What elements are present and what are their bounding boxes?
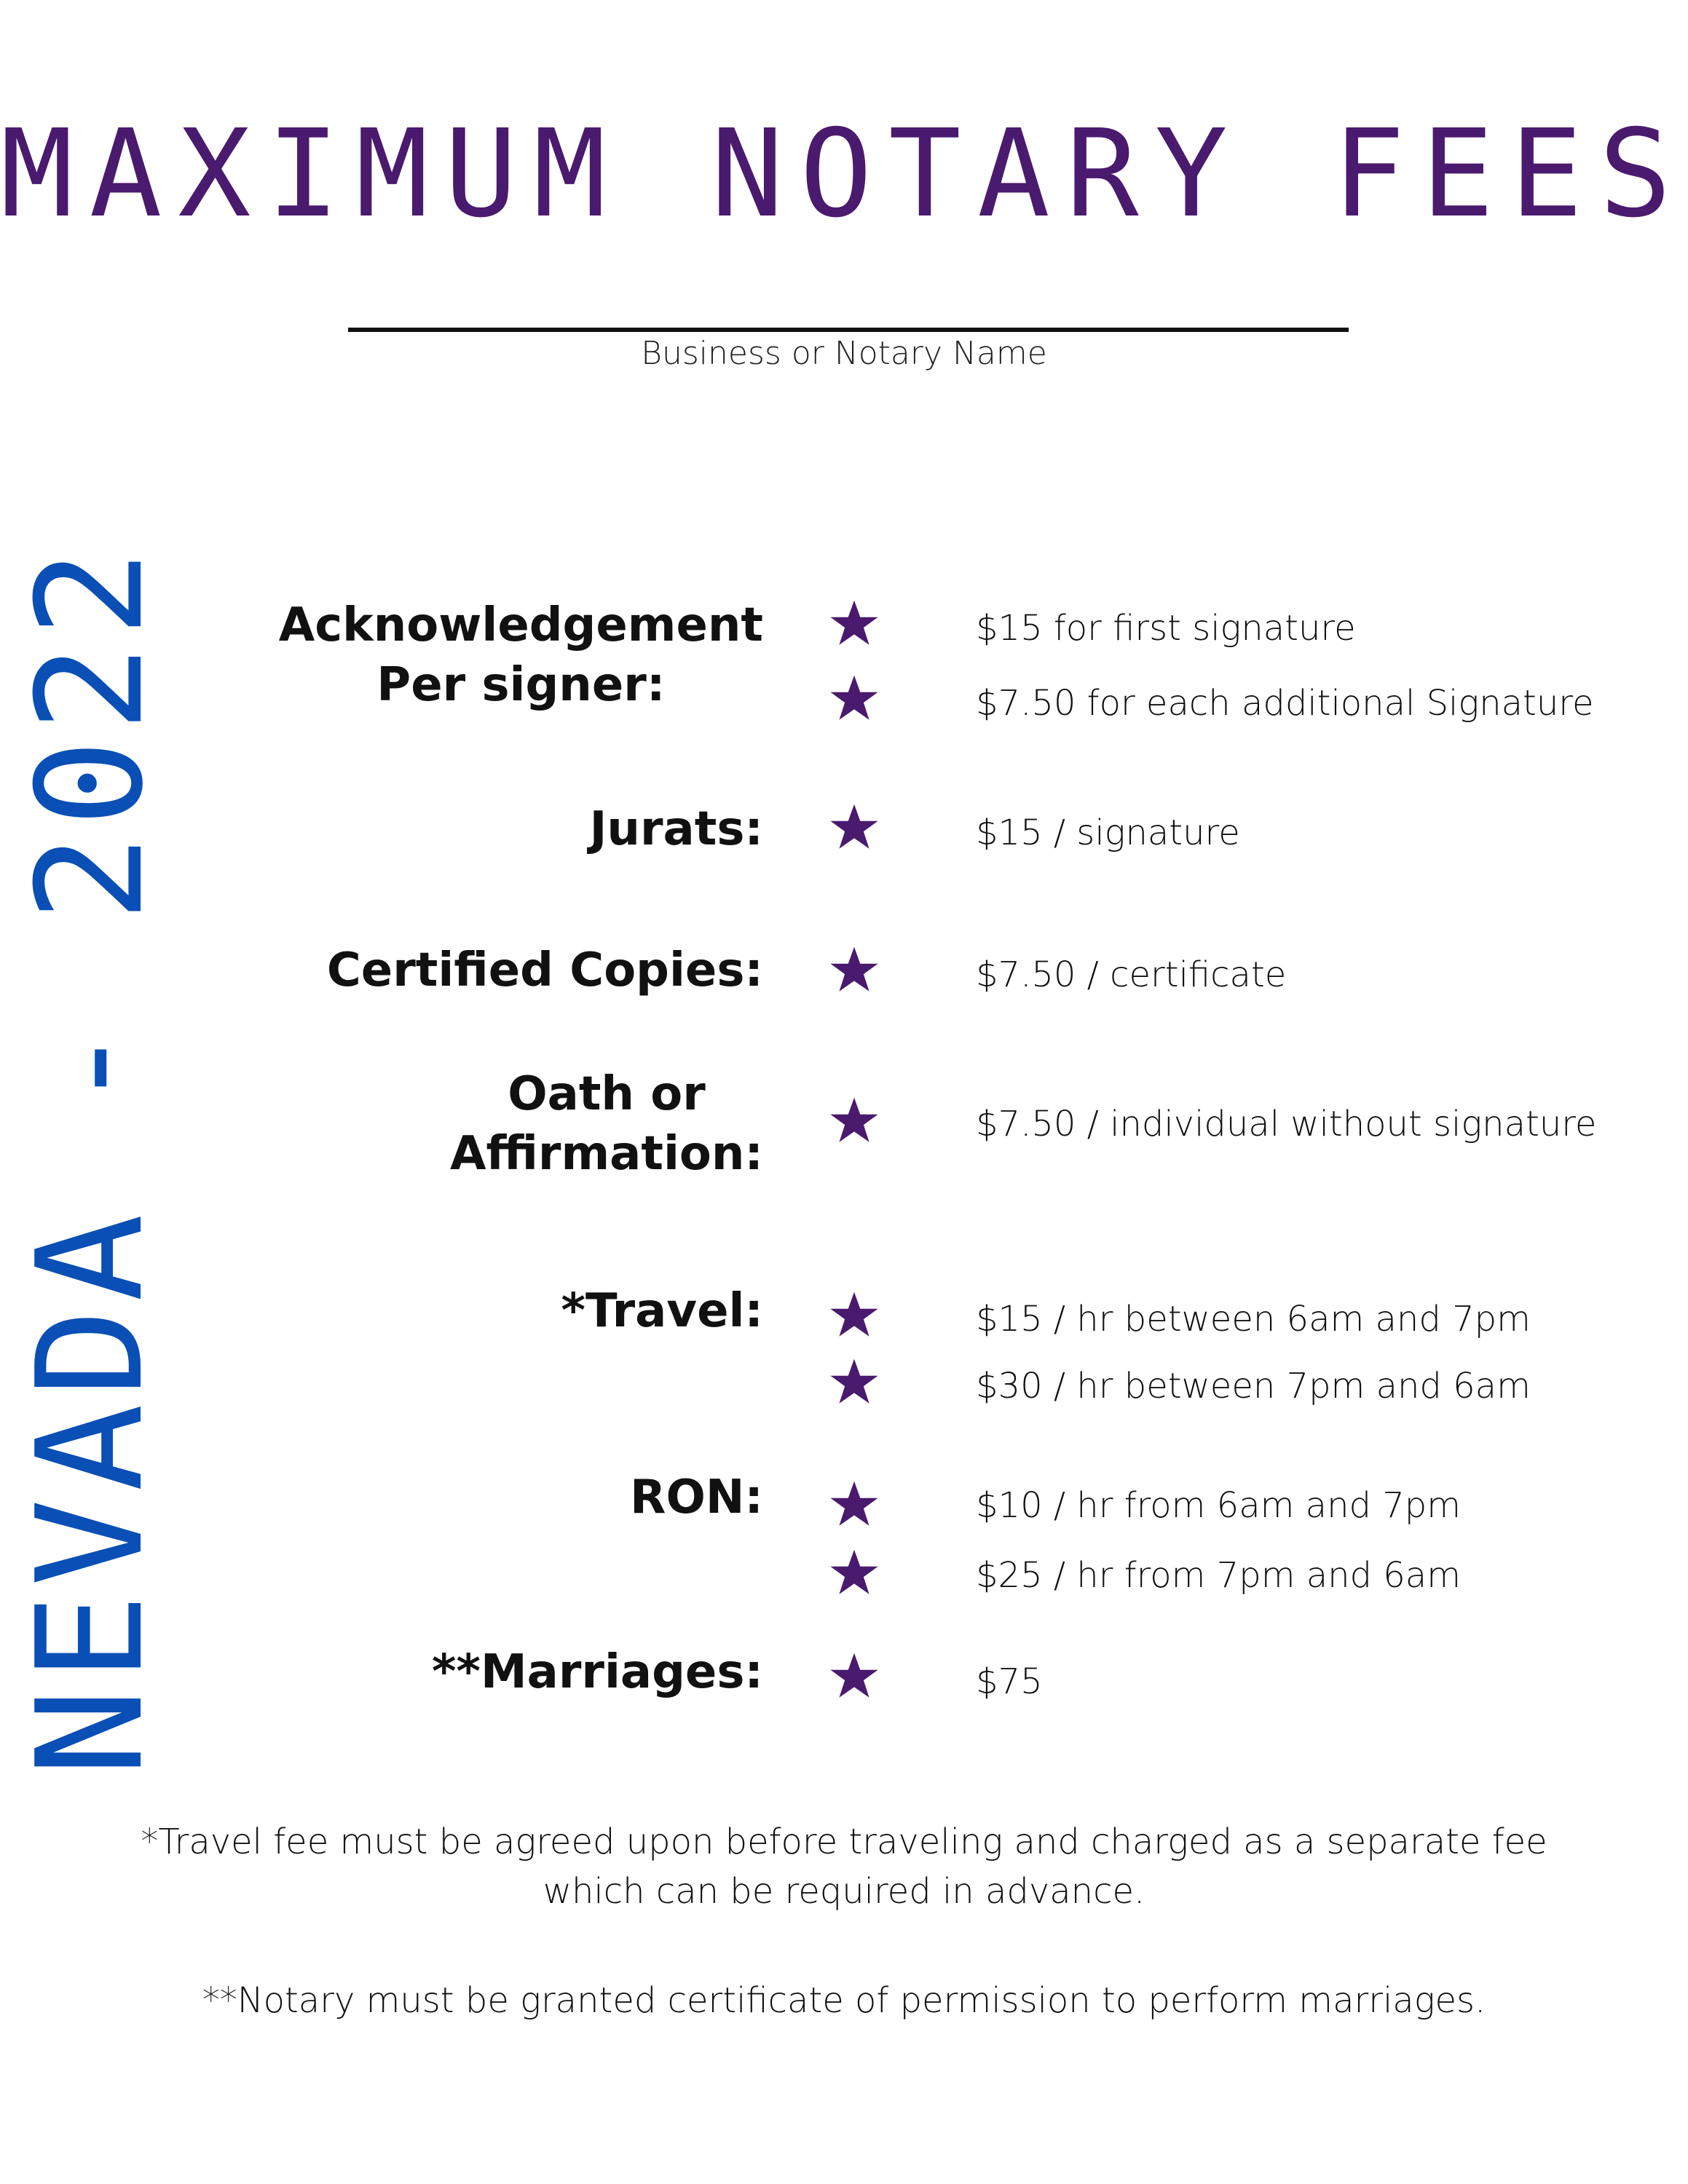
- business-name-label: Business or Notary Name: [641, 335, 1047, 372]
- marriage-footnote: **Notary must be granted certificate of permission to perform marriages.: [202, 1980, 1486, 2021]
- fee-label-oath: [450, 1064, 763, 1184]
- fee-label-oath-line1: Oath or: [508, 1067, 706, 1121]
- fee-label-acknowledgement: [279, 596, 763, 715]
- star-icon: [829, 945, 880, 996]
- star-icon: [829, 598, 880, 649]
- fee-label-jurats: Jurats:: [589, 802, 763, 856]
- star-icon: [829, 673, 880, 724]
- star-icon: [829, 1357, 880, 1408]
- star-icon: [829, 1096, 880, 1147]
- name-signature-line: [348, 328, 1349, 332]
- fee-oath: $7.50 / individual without signature: [976, 1104, 1597, 1144]
- fee-marriages: $75: [976, 1661, 1043, 1702]
- fee-ron-day: $10 / hr from 6am and 7pm: [976, 1485, 1461, 1526]
- state-year-banner-text: NEVADA - 2022: [6, 542, 175, 1776]
- fee-label-ron: RON:: [630, 1471, 763, 1524]
- vertical-banner: [6, 542, 175, 1776]
- fee-certified-copies: $7.50 / certificate: [976, 954, 1287, 995]
- fee-acknowledgement-first: $15 for first signature: [976, 608, 1356, 649]
- fee-label-acknowledgement-line2: Per signer:: [376, 658, 666, 712]
- fee-label-oath-line2: Affirmation:: [450, 1127, 763, 1181]
- fee-travel-night: $30 / hr between 7pm and 6am: [976, 1366, 1531, 1406]
- star-icon: [829, 1651, 880, 1702]
- fee-jurats: $15 / signature: [976, 812, 1240, 853]
- fee-ron-night: $25 / hr from 7pm and 6am: [976, 1555, 1461, 1596]
- fee-label-travel: *Travel:: [561, 1284, 763, 1338]
- star-icon: [829, 1479, 880, 1530]
- travel-footnote: *Travel fee must be agreed upon before traveling and charged as a separate fee which can be required in advance.: [141, 1821, 1547, 1912]
- page-title: MAXIMUM NOTARY FEES: [0, 104, 1688, 245]
- fee-label-acknowledgement-line1: Acknowledgement: [278, 598, 763, 652]
- star-icon: [829, 1548, 880, 1599]
- fee-label-marriages: **Marriages:: [432, 1645, 763, 1699]
- fee-travel-day: $15 / hr between 6am and 7pm: [976, 1299, 1531, 1340]
- star-icon: [829, 802, 880, 853]
- star-icon: [829, 1290, 880, 1341]
- fee-label-certified-copies: Certified Copies:: [326, 943, 763, 997]
- fee-acknowledgement-additional: $7.50 for each additional Signature: [976, 683, 1594, 724]
